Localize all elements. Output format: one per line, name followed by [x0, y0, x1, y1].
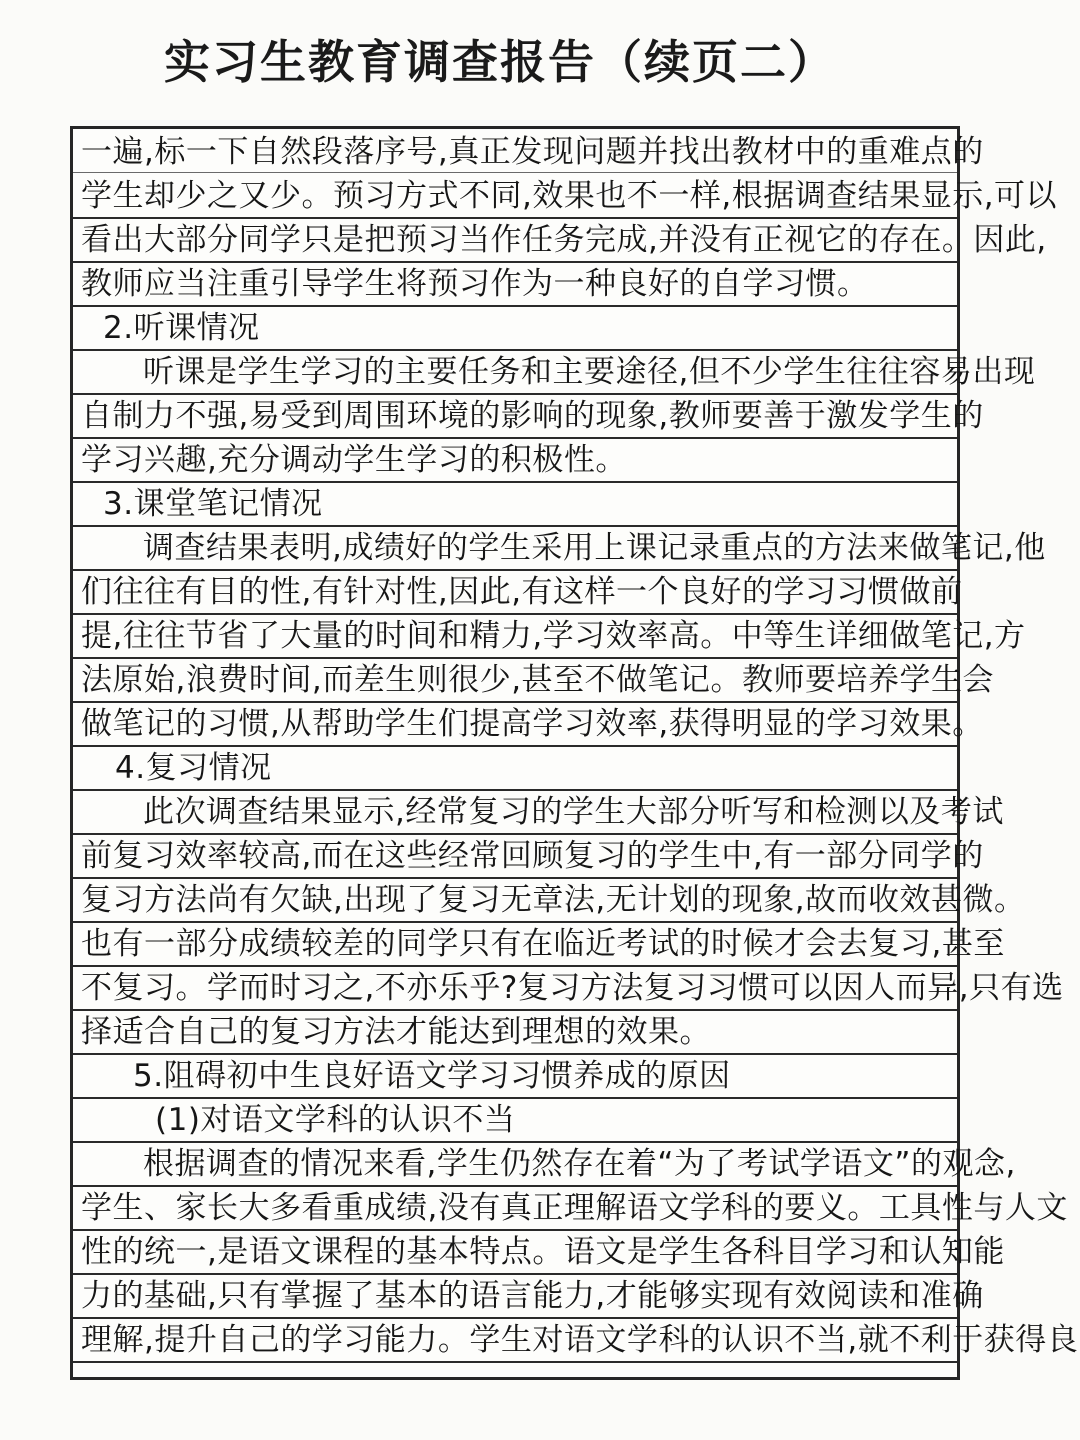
text-line: 根据调查的情况来看,学生仍然存在着“为了考试学语文”的观念,: [143, 1146, 1016, 1182]
text-line: 此次调查结果显示,经常复习的学生大部分听写和检测以及考试: [143, 794, 1004, 830]
text-line: 前复习效率较高,而在这些经常回顾复习的学生中,有一部分同学的: [81, 838, 984, 874]
text-line: 调查结果表明,成绩好的学生采用上课记录重点的方法来做笔记,他: [143, 530, 1046, 566]
text-line: 也有一部分成绩较差的同学只有在临近考试的时候才会去复习,甚至: [81, 926, 1005, 962]
text-line: 一遍,标一下自然段落序号,真正发现问题并找出教材中的重难点的: [81, 134, 984, 170]
section-heading: 4.复习情况: [115, 750, 272, 786]
text-line: 力的基础,只有掌握了基本的语言能力,才能够实现有效阅读和准确: [81, 1278, 984, 1314]
text-line: 理解,提升自己的学习能力。学生对语文学科的认识不当,就不利于获得良: [81, 1322, 1079, 1358]
section-heading: 2.听课情况: [103, 310, 260, 346]
text-line: 复习方法尚有欠缺,出现了复习无章法,无计划的现象,故而收效甚微。: [81, 882, 1026, 918]
section-heading: 5.阻碍初中生良好语文学习习惯养成的原因: [133, 1058, 731, 1094]
text-line: 看出大部分同学只是把预习当作任务完成,并没有正视它的存在。因此,: [81, 222, 1047, 258]
text-line: 做笔记的习惯,从帮助学生们提高学习效率,获得明显的学习效果。: [81, 706, 984, 742]
text-line: 法原始,浪费时间,而差生则很少,甚至不做笔记。教师要培养学生会: [81, 662, 995, 698]
text-line: 择适合自己的复习方法才能达到理想的效果。: [81, 1014, 711, 1050]
text-line: 学生、家长大多看重成绩,没有真正理解语文学科的要义。工具性与人文: [81, 1190, 1068, 1226]
text-line: 性的统一,是语文课程的基本特点。语文是学生各科目学习和认知能: [81, 1234, 1005, 1270]
text-line: 教师应当注重引导学生将预习作为一种良好的自学习惯。: [81, 266, 869, 302]
ruled-paper-sheet: [70, 126, 1079, 1380]
subsection-heading: (1)对语文学科的认识不当: [155, 1102, 516, 1138]
text-line: 不复习。学而时习之,不亦乐乎?复习方法复习习惯可以因人而异,只有选: [81, 970, 1064, 1006]
text-line: 听课是学生学习的主要任务和主要途径,但不少学生往往容易出现: [143, 354, 1036, 390]
text-line: 学生却少之又少。预习方式不同,效果也不一样,根据调查结果显示,可以: [81, 178, 1058, 214]
text-line: 提,往往节省了大量的时间和精力,学习效率高。中等生详细做笔记,方: [81, 618, 1026, 654]
section-heading: 3.课堂笔记情况: [103, 486, 323, 522]
text-line: 学习兴趣,充分调动学生学习的积极性。: [81, 442, 627, 478]
page-title: 实习生教育调查报告（续页二）: [164, 35, 836, 89]
text-line: 自制力不强,易受到周围环境的影响的现象,教师要善于激发学生的: [81, 398, 984, 434]
text-line: 们往往有目的性,有针对性,因此,有这样一个良好的学习习惯做前: [81, 574, 963, 610]
